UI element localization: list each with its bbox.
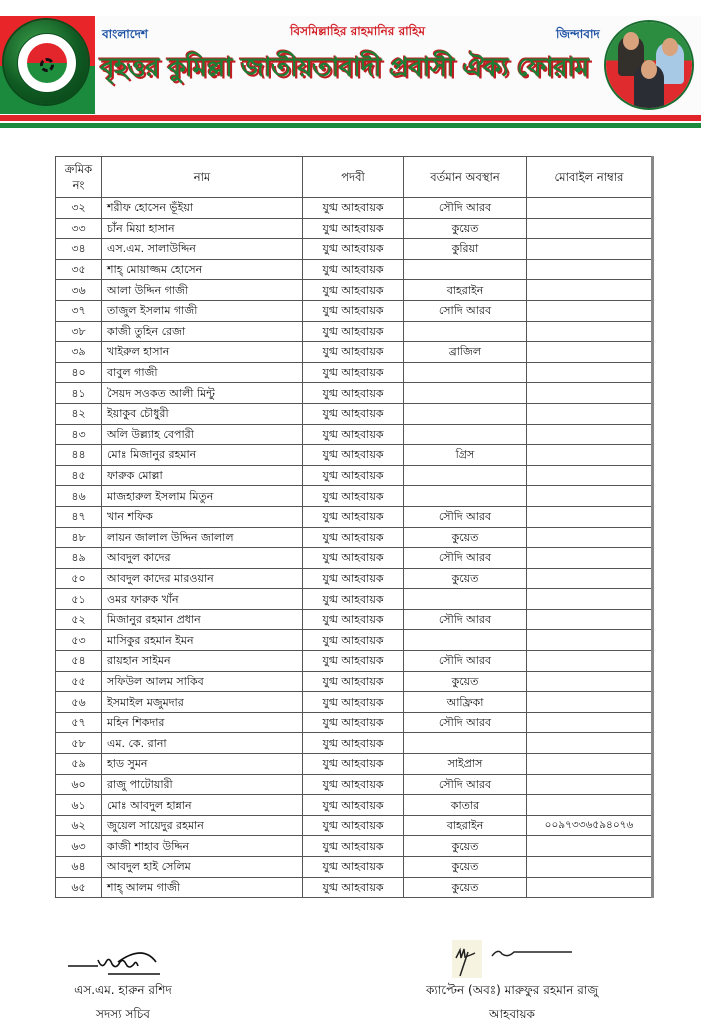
cell-serial: ৩৩ (56, 218, 102, 239)
cell-designation: যুগ্ম আহবায়ক (303, 671, 404, 692)
cell-serial: ৪১ (56, 383, 102, 404)
cell-serial: ৪২ (56, 403, 102, 424)
cell-name: শাহ্ মোয়াজ্জম হোসেন (102, 259, 303, 280)
table-row (56, 280, 653, 301)
cell-location: কুয়েত (404, 218, 527, 239)
table-row (56, 239, 653, 260)
cell-name: এস.এম. সালাউদ্দিন (102, 239, 303, 260)
cell-mobile (527, 198, 653, 219)
cell-mobile (527, 300, 653, 321)
cell-serial: ৫৭ (56, 712, 102, 733)
cell-name: ওমর ফারুক খাঁন (102, 589, 303, 610)
handwritten-signature-icon (48, 948, 198, 980)
cell-name: রায়হান সাইমন (102, 651, 303, 672)
table-row (56, 836, 653, 857)
signature-block-convener (392, 938, 632, 1026)
cell-name: আলা উদ্দিন গাজী (102, 280, 303, 301)
table-row (56, 609, 653, 630)
cell-name: কাজী শাহাব উদ্দিন (102, 836, 303, 857)
cell-designation: যুগ্ম আহবায়ক (303, 424, 404, 445)
cell-serial: ৫০ (56, 568, 102, 589)
cell-location (404, 424, 527, 445)
leaders-portrait-icon (606, 22, 692, 108)
cell-designation: যুগ্ম আহবায়ক (303, 651, 404, 672)
cell-serial: ৫৮ (56, 733, 102, 754)
cell-location: আফ্রিকা (404, 692, 527, 713)
table-row (56, 692, 653, 713)
cell-location: সৌদি আরব (404, 712, 527, 733)
cell-name: মাসিকুর রহমান ইমন (102, 630, 303, 651)
cell-mobile (527, 671, 653, 692)
cell-serial: ৩৪ (56, 239, 102, 260)
cell-location (404, 362, 527, 383)
cell-mobile (527, 280, 653, 301)
cell-serial: ৪৭ (56, 506, 102, 527)
cell-designation: যুগ্ম আহবায়ক (303, 198, 404, 219)
country-label: বাংলাদেশ (102, 27, 148, 41)
cell-designation: যুগ্ম আহবায়ক (303, 548, 404, 569)
cell-mobile (527, 362, 653, 383)
cell-designation: যুগ্ম আহবায়ক (303, 877, 404, 898)
cell-designation: যুগ্ম আহবায়ক (303, 239, 404, 260)
table-row (56, 300, 653, 321)
cell-name: সফিউল আলম সাকিব (102, 671, 303, 692)
table-row (56, 383, 653, 404)
cell-mobile (527, 548, 653, 569)
cell-mobile (527, 795, 653, 816)
cell-name: আবদুল কাদের (102, 548, 303, 569)
cell-mobile (527, 774, 653, 795)
cell-designation: যুগ্ম আহবায়ক (303, 259, 404, 280)
cell-name: মোঃ আবদুল হান্নান (102, 795, 303, 816)
cell-location (404, 733, 527, 754)
cell-designation: যুগ্ম আহবায়ক (303, 506, 404, 527)
cell-name: ইসমাইল মজুমদার (102, 692, 303, 713)
cell-serial: ৫৪ (56, 651, 102, 672)
cell-serial: ৪৮ (56, 527, 102, 548)
secretary-role: সদস্য সচিব (96, 1007, 150, 1021)
cell-location (404, 589, 527, 610)
cell-designation: যুগ্ম আহবায়ক (303, 403, 404, 424)
table-row (56, 795, 653, 816)
cell-serial: ৬০ (56, 774, 102, 795)
cell-designation: যুগ্ম আহবায়ক (303, 383, 404, 404)
cell-location: কুয়েত (404, 877, 527, 898)
cell-location: কুয়েত (404, 671, 527, 692)
header-serial: ক্রমিক নং (56, 157, 102, 198)
cell-name: এম. কে. রানা (102, 733, 303, 754)
cell-designation: যুগ্ম আহবায়ক (303, 280, 404, 301)
table-row (56, 445, 653, 466)
cell-mobile (527, 712, 653, 733)
organization-title: বৃহত্তর কুমিল্লা জাতীয়তাবাদী প্রবাসী ঐক্য ফোরাম (100, 53, 589, 83)
cell-mobile (527, 877, 653, 898)
cell-serial: ৬৫ (56, 877, 102, 898)
cell-designation: যুগ্ম আহবায়ক (303, 465, 404, 486)
cell-serial: ৪৫ (56, 465, 102, 486)
table-row (56, 527, 653, 548)
cell-location: কাতার (404, 795, 527, 816)
convener-role: আহবায়ক (489, 1007, 535, 1021)
cell-name: শাহ্ আলম গাজী (102, 877, 303, 898)
cell-location: সাইপ্রাস (404, 754, 527, 775)
cell-designation: যুগ্ম আহবায়ক (303, 609, 404, 630)
cell-serial: ৫৫ (56, 671, 102, 692)
cell-serial: ৬২ (56, 815, 102, 836)
table-row (56, 486, 653, 507)
zindabad-label: জিন্দাবাদ (556, 27, 600, 41)
table-row (56, 362, 653, 383)
cell-designation: যুগ্ম আহবায়ক (303, 733, 404, 754)
cell-serial: ৪৩ (56, 424, 102, 445)
cell-location: সৌদি আরব (404, 774, 527, 795)
table-row (56, 321, 653, 342)
cell-serial: ৪৯ (56, 548, 102, 569)
cell-serial: ৬৪ (56, 857, 102, 878)
cell-designation: যুগ্ম আহবায়ক (303, 445, 404, 466)
cell-mobile (527, 857, 653, 878)
green-divider-stripe (0, 123, 701, 128)
convener-name: ক্যাপ্টেন (অবঃ) মারুফুর রহমান রাজু (425, 983, 599, 997)
table-row (56, 198, 653, 219)
cell-designation: যুগ্ম আহবায়ক (303, 815, 404, 836)
cell-location: সৌদি আরব (404, 548, 527, 569)
cell-name: তাজুল ইসলাম গাজী (102, 300, 303, 321)
cell-location: সৌদি আরব (404, 651, 527, 672)
cell-location (404, 486, 527, 507)
cell-mobile (527, 527, 653, 548)
table-row (56, 815, 653, 836)
cell-designation: যুগ্ম আহবায়ক (303, 527, 404, 548)
cell-designation: যুগ্ম আহবায়ক (303, 774, 404, 795)
cell-mobile (527, 506, 653, 527)
cell-name: ফারুক মোল্লা (102, 465, 303, 486)
cell-serial: ৫৯ (56, 754, 102, 775)
cell-mobile (527, 836, 653, 857)
cell-location (404, 403, 527, 424)
table-header-row (56, 157, 653, 198)
table-row (56, 712, 653, 733)
cell-mobile (527, 424, 653, 445)
cell-serial: ৫২ (56, 609, 102, 630)
cell-location: বাহরাইন (404, 815, 527, 836)
cell-name: লায়ন জালাল উদ্দিন জালাল (102, 527, 303, 548)
cell-location: সৌদি আরব (404, 198, 527, 219)
cell-serial: ৩৬ (56, 280, 102, 301)
table-row (56, 877, 653, 898)
table-row (56, 342, 653, 363)
cell-location: কুয়েত (404, 568, 527, 589)
cell-mobile (527, 321, 653, 342)
cell-name: আবদুল কাদের মারওয়ান (102, 568, 303, 589)
cell-designation: যুগ্ম আহবায়ক (303, 754, 404, 775)
cell-name: মিজানুর রহমান প্রধান (102, 609, 303, 630)
table-row (56, 548, 653, 569)
cell-serial: ৬৩ (56, 836, 102, 857)
bismillah-label: বিসমিল্লাহির রাহমানির রাহিম (290, 24, 426, 38)
member-roster-table (55, 156, 654, 898)
cell-location: সোদি আরব (404, 300, 527, 321)
handwritten-signature-icon (392, 938, 632, 980)
cell-mobile (527, 568, 653, 589)
cell-mobile (527, 589, 653, 610)
cell-designation: যুগ্ম আহবায়ক (303, 362, 404, 383)
table-row (56, 424, 653, 445)
cell-mobile (527, 239, 653, 260)
cell-location: কুরিয়া (404, 239, 527, 260)
cell-designation: যুগ্ম আহবায়ক (303, 486, 404, 507)
cell-location: ব্রাজিল (404, 342, 527, 363)
cell-designation: যুগ্ম আহবায়ক (303, 836, 404, 857)
red-divider-stripe (0, 115, 701, 121)
cell-designation: যুগ্ম আহবায়ক (303, 857, 404, 878)
table-row (56, 465, 653, 486)
table-row (56, 568, 653, 589)
gear-icon (40, 58, 54, 72)
cell-designation: যুগ্ম আহবায়ক (303, 321, 404, 342)
table-row (56, 218, 653, 239)
table-row (56, 857, 653, 878)
cell-serial: ৫৩ (56, 630, 102, 651)
cell-serial: ৩৭ (56, 300, 102, 321)
table-row (56, 774, 653, 795)
cell-name: জুয়েল সায়েদুর রহমান (102, 815, 303, 836)
header-designation: পদবী (303, 157, 404, 198)
table-row (56, 403, 653, 424)
cell-mobile (527, 486, 653, 507)
table-row (56, 651, 653, 672)
cell-designation: যুগ্ম আহবায়ক (303, 218, 404, 239)
table-row (56, 733, 653, 754)
cell-name: শরীফ হোসেন ভূঁইয়া (102, 198, 303, 219)
cell-location: কুয়েত (404, 527, 527, 548)
cell-location (404, 630, 527, 651)
cell-designation: যুগ্ম আহবায়ক (303, 795, 404, 816)
cell-name: অলি উল্ল্যাহ বেপারী (102, 424, 303, 445)
cell-serial: ৪৪ (56, 445, 102, 466)
table-row (56, 671, 653, 692)
cell-name: হাড সুমন (102, 754, 303, 775)
cell-mobile (527, 403, 653, 424)
letterhead-banner (0, 16, 701, 116)
cell-serial: ৩৮ (56, 321, 102, 342)
cell-mobile (527, 383, 653, 404)
cell-serial: ৫১ (56, 589, 102, 610)
cell-designation: যুগ্ম আহবায়ক (303, 589, 404, 610)
flag-block (0, 16, 95, 114)
cell-name: খান শফিক (102, 506, 303, 527)
header-name: নাম (102, 157, 303, 198)
cell-designation: যুগ্ম আহবায়ক (303, 712, 404, 733)
cell-mobile (527, 609, 653, 630)
cell-mobile (527, 218, 653, 239)
cell-name: মহিন শিকদার (102, 712, 303, 733)
cell-location: গ্রিস (404, 445, 527, 466)
cell-mobile (527, 630, 653, 651)
cell-location: বাহরাইন (404, 280, 527, 301)
signature-block-secretary (48, 948, 198, 1026)
table-row (56, 589, 653, 610)
organization-emblem-icon (4, 20, 88, 104)
cell-serial: ৪৬ (56, 486, 102, 507)
cell-mobile (527, 342, 653, 363)
cell-mobile: ০০৯৭৩৩৬৫৯৪০৭৬ (527, 815, 653, 836)
cell-serial: ৪০ (56, 362, 102, 383)
cell-designation: যুগ্ম আহবায়ক (303, 630, 404, 651)
cell-location: কুয়েত (404, 836, 527, 857)
cell-name: মাজহারুল ইসলাম মিতুন (102, 486, 303, 507)
table-row (56, 754, 653, 775)
table-row (56, 259, 653, 280)
cell-designation: যুগ্ম আহবায়ক (303, 342, 404, 363)
cell-location (404, 383, 527, 404)
cell-name: মোঃ মিজানুর রহমান (102, 445, 303, 466)
cell-name: কাজী তুহিন রেজা (102, 321, 303, 342)
cell-name: রাজু পাটোয়ারী (102, 774, 303, 795)
cell-location: কুয়েত (404, 857, 527, 878)
cell-serial: ৩৯ (56, 342, 102, 363)
table-row (56, 506, 653, 527)
cell-mobile (527, 445, 653, 466)
cell-serial: ৬১ (56, 795, 102, 816)
cell-mobile (527, 465, 653, 486)
header-location: বর্তমান অবস্থান (404, 157, 527, 198)
cell-mobile (527, 259, 653, 280)
header-mobile: মোবাইল নাম্বার (527, 157, 653, 198)
secretary-name: এস.এম. হারুন রশিদ (74, 983, 172, 997)
cell-designation: যুগ্ম আহবায়ক (303, 692, 404, 713)
cell-mobile (527, 692, 653, 713)
cell-serial: ৫৬ (56, 692, 102, 713)
cell-designation: যুগ্ম আহবায়ক (303, 300, 404, 321)
cell-location (404, 259, 527, 280)
cell-mobile (527, 733, 653, 754)
cell-serial: ৩৫ (56, 259, 102, 280)
cell-location: সৌদি আরব (404, 609, 527, 630)
cell-location: সৌদি আরব (404, 506, 527, 527)
cell-name: সৈয়দ সওকত আলী মিন্টু (102, 383, 303, 404)
cell-designation: যুগ্ম আহবায়ক (303, 568, 404, 589)
cell-mobile (527, 651, 653, 672)
cell-mobile (527, 754, 653, 775)
cell-name: চাঁন মিয়া হাসান (102, 218, 303, 239)
cell-serial: ৩২ (56, 198, 102, 219)
cell-location (404, 321, 527, 342)
cell-name: আবদুল হাই সেলিম (102, 857, 303, 878)
cell-name: খাইরুল হাসান (102, 342, 303, 363)
cell-location (404, 465, 527, 486)
cell-name: বাবুল গাজী (102, 362, 303, 383)
table-row (56, 630, 653, 651)
cell-name: ইয়াকুব চৌধুরী (102, 403, 303, 424)
